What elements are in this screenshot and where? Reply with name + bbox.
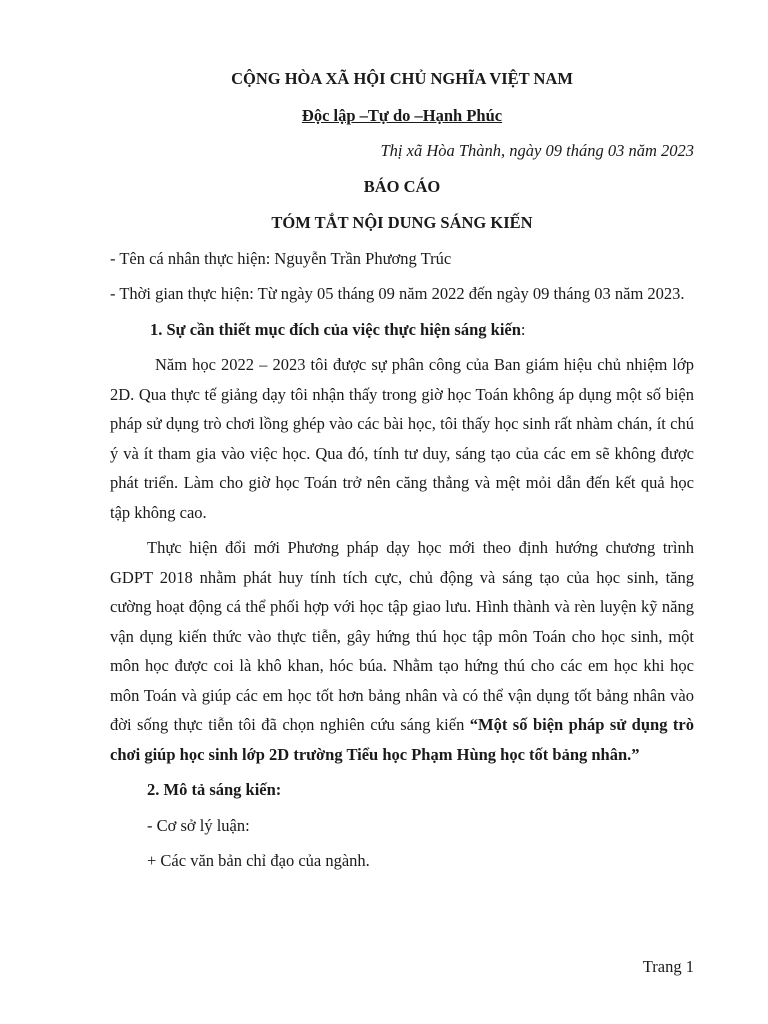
initiative-title: “Một số biện pháp sử dụng trò chơi giúp học sinh lớp 2D trường Tiểu học Phạm Hùng học tốt bảng nhân.”: [110, 715, 694, 764]
period-line: - Thời gian thực hiện: Từ ngày 05 tháng 09 năm 2022 đến ngày 09 tháng 03 năm 2023.: [110, 284, 685, 303]
page-number: Trang 1: [642, 957, 694, 976]
section1-heading: [110, 315, 694, 345]
report-subtitle: TÓM TẮT NỘI DUNG SÁNG KIẾN: [271, 213, 533, 232]
author-line: - Tên cá nhân thực hiện: Nguyễn Trần Phương Trúc: [110, 248, 452, 268]
section1-paragraph-1: Năm học 2022 – 2023 tôi được sự phân công của Ban giám hiệu chủ nhiệm lớp 2D. Qua thực tế giảng dạy tôi nhận thấy trong giờ học Toán không áp dụng một số biện pháp sử dụng trò chơi lồng ghép vào các bài học, tôi thấy học sinh rất nhàm chán, ít chú ý và ít tham gia vào việc học. Qua đó, tính tư duy, sáng tạo của các em sẽ không được phát triển. Làm cho giờ học Toán trở nên căng thẳng và mệt mỏi dẫn đến kết quả học tập không cao.: [110, 355, 694, 522]
section1-heading-text: 1. Sự cần thiết mục đích của việc thực hiện sáng kiến: [150, 319, 521, 339]
document-body: [110, 64, 694, 882]
section2-item-2: + Các văn bản chỉ đạo của ngành.: [147, 851, 370, 870]
section1-paragraph-2-text: Thực hiện đổi mới Phương pháp dạy học mới theo định hướng chương trình GDPT 2018 nhằm phát huy tính tích cực, chủ động và sáng tạo của học sinh, tăng cường hoạt động cá thể phối hợp với học tập giao lưu. Hình thành và rèn luyện kỹ năng vận dụng kiến thức vào thực tiễn, gây hứng thú học tập môn Toán cho học sinh, một môn học được coi là khô khan, hóc búa. Nhằm tạo hứng thú cho các em học khi học môn Toán và giúp các em học tốt hơn bảng nhân và có thể vận dụng tốt bảng nhân vào đời sống thực tiễn tôi đã chọn nghiên cứu sáng kiến: [110, 538, 694, 734]
section1-paragraph-2: [110, 533, 694, 769]
report-title: BÁO CÁO: [363, 176, 441, 196]
motto-header: Độc lập –Tự do –Hạnh Phúc: [301, 105, 503, 125]
section1-heading-colon: :: [520, 319, 526, 339]
country-header: CỘNG HÒA XÃ HỘI CHỦ NGHĨA VIỆT NAM: [231, 69, 573, 88]
place-date: Thị xã Hòa Thành, ngày 09 tháng 03 năm 2023: [380, 141, 694, 160]
section2-item-1: - Cơ sở lý luận:: [147, 815, 250, 835]
section2-heading: 2. Mô tả sáng kiến:: [147, 780, 282, 799]
